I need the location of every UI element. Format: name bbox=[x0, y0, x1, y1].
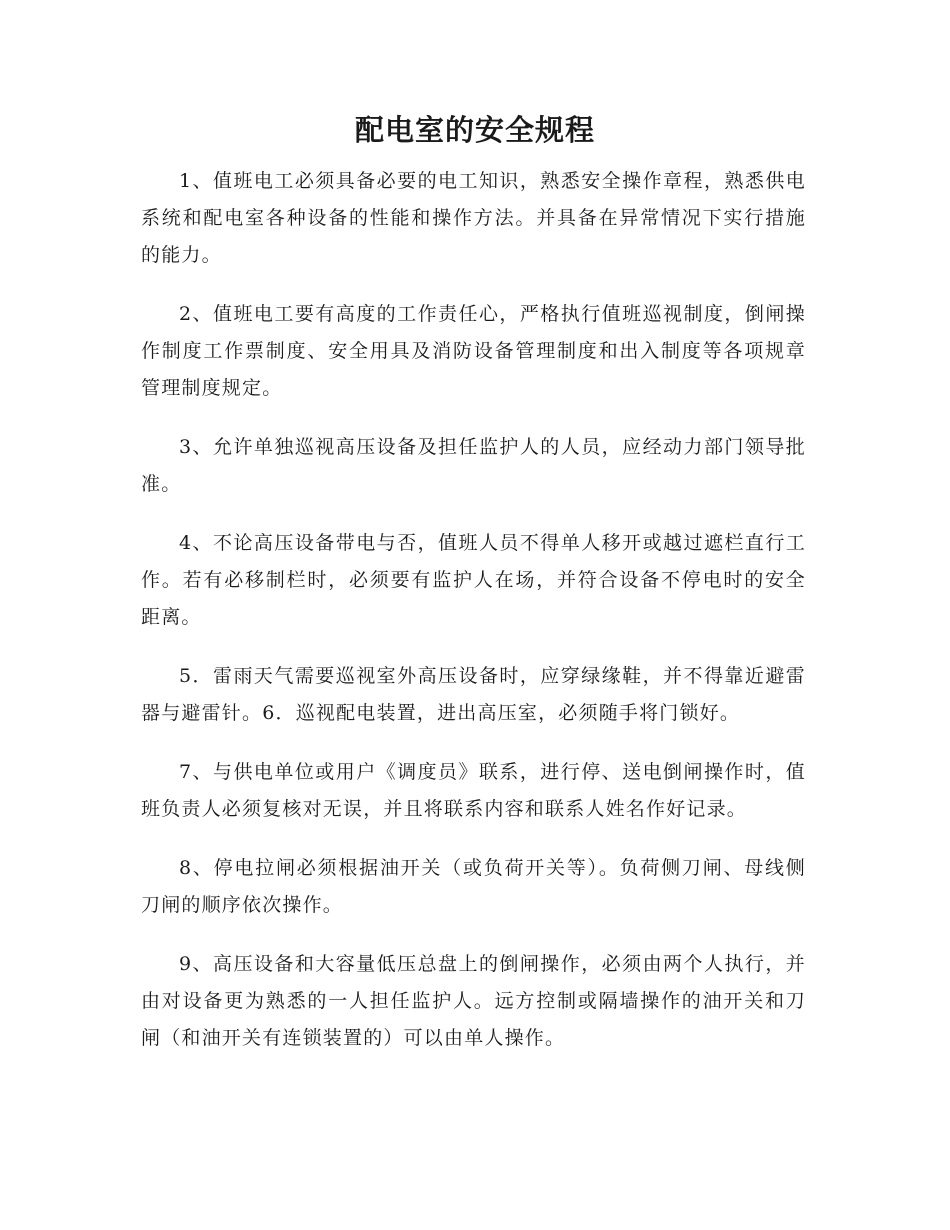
paragraph-8: 9、高压设备和大容量低压总盘上的倒闸操作，必须由两个人执行，并由对设备更为熟悉的一人担任监护人。远方控制或隔墙操作的油开关和刀闸（和油开关有连锁装置的）可以由单人操作。 bbox=[141, 953, 806, 1049]
paragraph-7: 8、停电拉闸必须根据油开关（或负荷开关等）。负荷侧刀闸、母线侧刀闸的顺序依次操作。 bbox=[141, 857, 806, 916]
document-title: 配电室的安全规程 bbox=[354, 113, 595, 147]
paragraph-2: 2、值班电工要有高度的工作责任心，严格执行值班巡视制度，倒闸操作制度工作票制度、安全用具及消防设备管理制度和出入制度等各项规章管理制度规定。 bbox=[141, 303, 806, 399]
paragraph-3: 3、允许单独巡视高压设备及担任监护人的人员，应经动力部门领导批准。 bbox=[141, 436, 806, 495]
paragraph-6: 7、与供电单位或用户《调度员》联系，进行停、送电倒闸操作时，值班负责人必须复核对无误，并且将联系内容和联系人姓名作好记录。 bbox=[141, 761, 806, 820]
document-body bbox=[141, 163, 806, 1079]
paragraph-5: 5．雷雨天气需要巡视室外高压设备时，应穿绿缘鞋，并不得靠近避雷器与避雷针。6．巡视配电装置，进出高压室，必须随手将门锁好。 bbox=[141, 665, 806, 724]
paragraph-4: 4、不论高压设备带电与否，值班人员不得单人移开或越过遮栏直行工作。若有必移制栏时，必须要有监护人在场，并符合设备不停电时的安全距离。 bbox=[141, 532, 806, 628]
paragraph-1: 1、值班电工必须具备必要的电工知识，熟悉安全操作章程，熟悉供电系统和配电室各种设备的性能和操作方法。并具备在异常情况下实行措施的能力。 bbox=[141, 170, 806, 266]
